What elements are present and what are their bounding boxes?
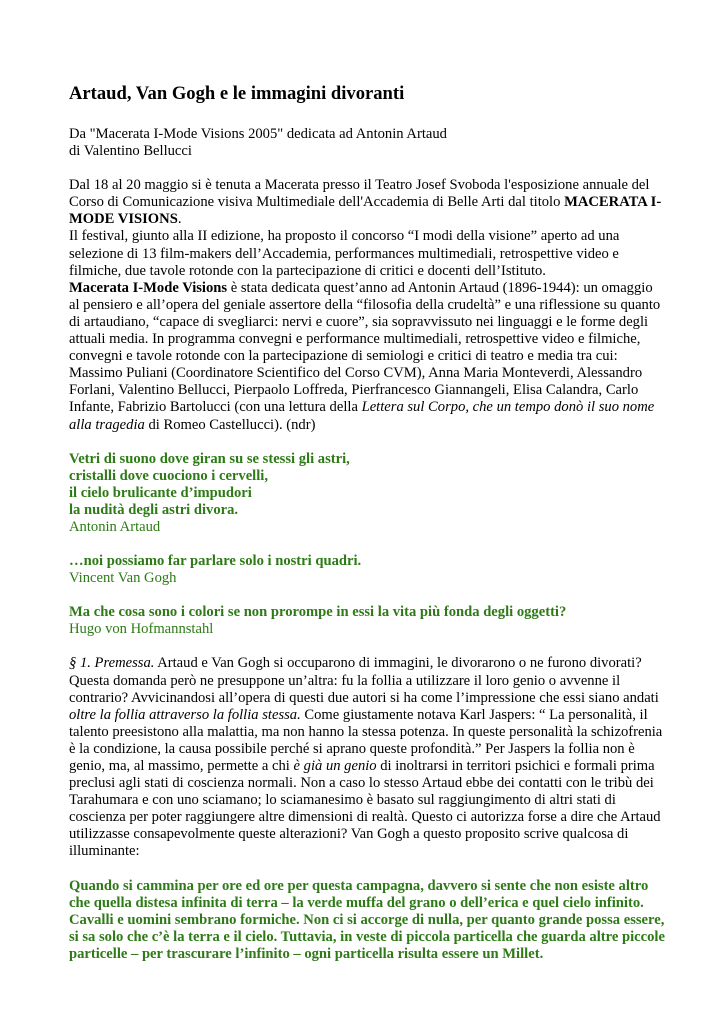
quote-author: Vincent Van Gogh	[69, 570, 177, 587]
spacer	[69, 160, 666, 177]
lettera-title: Lettera sul Corpo, che un tempo donò il suo nome alla tragedia	[69, 399, 655, 433]
premessa-text: di inoltrarsi in territori psichici e formali prima preclusi agli stati di coscienza normali. Non a caso lo stesso Artaud ebbe dei contatti con le tribù dei Tarahumara e con uno sciamano; lo sciamanesimo è basato sul raggiungimento di altri stati di coscienza per poter raggiungere altre dimensioni di realtà. Questo ci autorizza forse a dire che Artaud utilizzasse consapevolmente queste alterazioni? Van Gogh a questo proposito scrive qualcosa di illuminante:	[69, 758, 661, 860]
source-line-1: Da "Macerata I-Mode Visions 2005" dedicata ad Antonin Artaud	[69, 126, 447, 142]
intro-text: Dal 18 al 20 maggio si è tenuta a Macerata presso il Teatro Josef Svoboda l'esposizione annuale del Corso di Comunicazione visiva Multimediale dell'Accademia di Belle Arti dal titolo	[69, 177, 650, 211]
quote-line: cristalli dove cuociono i cervelli,	[69, 467, 268, 484]
spacer	[69, 434, 666, 451]
quote-author: Hugo von Hofmannstahl	[69, 621, 214, 638]
intro-end: .	[177, 211, 182, 228]
premessa-paragraph	[69, 655, 666, 860]
quote-line: …noi possiamo far parlare solo i nostri quadri.	[69, 553, 362, 570]
spacer	[69, 587, 666, 604]
quote-van-gogh	[69, 553, 666, 587]
quote-line: il cielo brulicante d’impudori	[69, 484, 252, 501]
festival-name-2: Macerata I-Mode Visions	[69, 279, 228, 296]
premessa-italic: è già un genio	[293, 758, 377, 774]
author-line: di Valentino Bellucci	[69, 143, 192, 160]
spacer	[69, 638, 666, 655]
spacer	[69, 861, 666, 878]
van-gogh-quote: Quando si cammina per ore ed ore per questa campagna, davvero si sente che non esiste altro che quella distesa infinita di terra – la verde muffa del grano o dell’erica e quel cielo infinito. Cavalli e uomini sembrano formiche. Non ci si accorge di nulla, per quanto grande possa essere, si sa solo che c’è la terra e il cielo. Tuttavia, in veste di piccola particella che guarda altre piccole particelle – per trascurare l’infinito – ogni particella risulta essere un Millet.	[69, 877, 665, 962]
quote-author: Antonin Artaud	[69, 518, 161, 535]
quote-line: Vetri di suono dove giran su se stessi gli astri,	[69, 450, 350, 467]
quote-line: la nudità degli astri divora.	[69, 501, 239, 518]
festival-paragraph: Il festival, giunto alla II edizione, ha proposto il concorso “I modi della visione” aperto ad una selezione di 13 film-makers dell’Accademia, performances multimediali, retrospettive video e filmiche, due tavole rotonde con la partecipazione di critici e docenti dell’Istituto.	[69, 228, 620, 279]
quote-line: Ma che cosa sono i colori se non prorompe in essi la vita più fonda degli oggetti?	[69, 604, 567, 621]
quote-artaud	[69, 451, 666, 536]
premessa-text: Artaud e Van Gogh si occuparono di immagini, le divorarono o ne furono divorati? Questa domanda però ne presuppone un’altra: fu la follia a utilizzare il loro genio o avvenne il contrario? Avvicinandosi all’opera di questi due autori si ha come l’impressione che essi siano andati	[69, 655, 659, 706]
premessa-italic: oltre la follia attraverso la follia stessa.	[69, 706, 301, 723]
dedication-end: di Romeo Castellucci). (ndr)	[144, 416, 316, 433]
dedication-text: è stata dedicata quest’anno ad Antonin Artaud (1896-1944): un omaggio al pensiero e all’opera del geniale assertore della “filosofia della crudeltà” e una riflessione su quanto di artaudiano, “capace di svegliarci: nervi e cuore”, sia sopravvissuto nei linguaggi e le forme degli attuali media. In programma convegni e performance multimediali, retrospettive video e filmiche, convegni e tavole rotonde con la partecipazione di semiologi e critici di teatro e media tra cui: Massimo Puliani (Coordinatore Scientifico del Corso CVM), Anna Maria Monteverdi, Alessandro Forlani, Valentino Bellucci, Pierpaolo Loffreda, Pierfrancesco Giannangeli, Elisa Calandra, Carlo Infante, Fabrizio Bartolucci (con una lettura della	[69, 279, 661, 416]
spacer	[69, 536, 666, 553]
premessa-text: Come giustamente notava Karl Jaspers: “ La personalità, il talento preesistono alla malattia, ma non hanno la stessa potenza. In queste personalità la schizofrenia è la condizione, la causa possibile perché si aprano queste profondità.” Per Jaspers la follia non è genio, ma, al massimo, permette a chi	[69, 706, 663, 774]
source-line	[69, 126, 666, 160]
festival-name: MACERATA I-MODE VISIONS	[69, 194, 662, 228]
article-title: Artaud, Van Gogh e le immagini divoranti	[69, 83, 405, 104]
quote-hofmannstahl	[69, 604, 666, 638]
intro-paragraph	[69, 177, 666, 433]
section-heading: § 1. Premessa.	[69, 655, 155, 672]
